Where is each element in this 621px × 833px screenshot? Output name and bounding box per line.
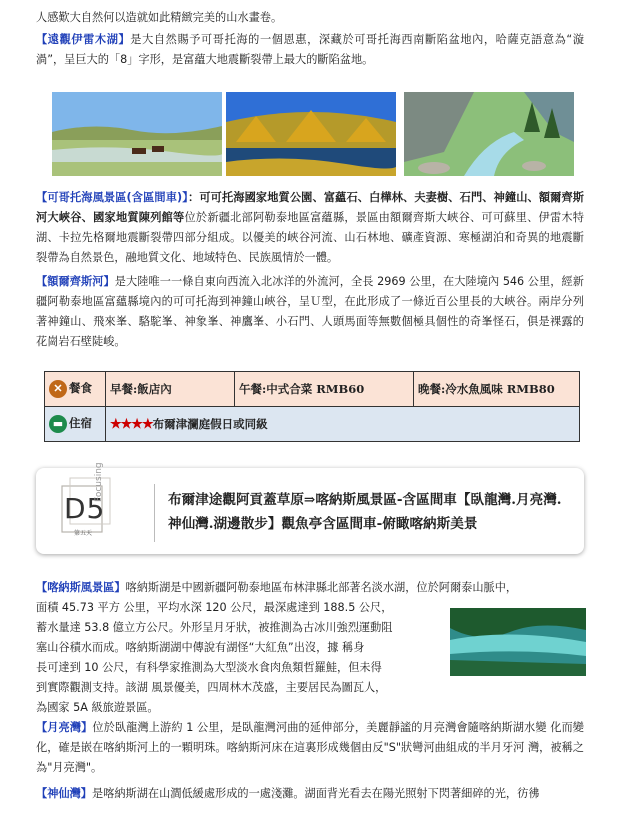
day-sub: 第五天 [74,530,93,537]
meal-label-cell: ✕ 餐食 [45,372,106,407]
photo-autumn-lake [226,92,396,176]
photo-kanas-lake [450,608,586,676]
paragraph-fairy-bay: 【神仙灣】是喀納斯湖在山澗低緩處形成的一處淺灘。湖面背光看去在陽光照射下閃著細碎的光，彷彿 [36,787,540,800]
fork-knife-icon: ✕ [49,380,67,398]
bed-icon: ▬ [49,415,67,433]
hotel-row [45,407,580,442]
paragraph-irtysh-river: 【額爾齊斯河】是大陸唯一一條自東向西流入北冰洋的外流河，全長 2969 公里，在大陸境內 546 公里，經新疆阿勒泰地區富蘊縣境內的可可托海到神鐘山峽谷，呈Ｕ型，在此形成了一條近百公里長的大峽谷。兩岸分列著神鐘山、飛來峯、駱駝峯、神象峯、神鷹峯、小石門、人頭馬面等無數個極具個性的奇峯怪石，俱是裸露的花崗岩石壁陡峻。 [36,275,584,348]
day-header-card [36,462,584,554]
paragraph-keketuohai: 【可哥托海風景區(含區間車)】：可可托海國家地質公園、富蘊石、白樺林、夫妻樹、石門、神鐘山、額爾齊斯河大峽谷、國家地質陳列館等位於新疆北部阿勒泰地區富蘊縣，景區由額爾齊斯大峽谷、可可蘇里、伊雷木特湖、卡拉先格爾地震斷裂帶四部分組成。以優美的峽谷河流、山石林地、礦產資源、寒極湖泊和奇異的地震斷裂帶為自然景色，融地質文化、地域特色、民族風情於一體。 [36,191,584,264]
breakfast-cell: 早餐:飯店內 [106,372,235,407]
rating-stars: ★★★★ [110,417,153,432]
paragraph-yilemu-lake: 【遠觀伊雷木湖】是大自然賜予可哥托海的一個恩惠，深藏於可哥托海西南斷陷盆地內，哈薩克語意為“漩 渦”，呈巨大的「8」字形，是富蘊大地震斷裂帶上最大的斷陷盆地。 [36,33,584,66]
hotel-label-cell: ▬ 住宿 [45,407,106,442]
meal-hotel-table [44,371,580,442]
focusing-text: Focusing [94,462,104,502]
intro-line: 人感歎大自然何以造就如此精緻完美的山水畫卷。 [36,11,283,24]
lunch-cell: 午餐:中式合菜 RMB60 [235,372,414,407]
section-tag: 【遠觀伊雷木湖】 [36,33,131,46]
dinner-cell: 晚餐:冷水魚風味 RMB80 [414,372,580,407]
photo-grassland-horses [52,92,222,176]
section-tag: 【月亮灣】 [36,721,93,734]
paragraph-moon-bay: 【月亮灣】位於臥龍灣上游約 1 公里，是臥龍灣河曲的延伸部分，美麗靜謐的月亮灣會隨喀納斯湖水變 化而變化，確是嵌在喀納斯河上的一顆明珠。喀納斯河床在這裏形成幾個由反"S"狀彎河曲組成的半月牙河 灣，被稱之為"月亮灣"。 [36,721,584,774]
section-tag: 【喀納斯風景區】 [36,581,126,594]
meal-row [45,372,580,407]
day-number: D5 [64,492,106,525]
section-tag: 【可哥托海風景區(含區間車)】 [36,191,189,204]
paragraph-kanas: 【喀納斯風景區】喀納斯湖是中國新疆阿勒泰地區布林津縣北部著名淡水湖，位於阿爾泰山脈中， 面積 45.73 平方 公里，平均水深 120 公尺，最深處達到 188.5 公尺， 蓄水量達 53.8 億立方公尺。外形呈月牙狀，被推測為古冰川強烈運動阻 塞山谷積水而成。喀納斯湖湖中傳說有湖怪“大紅魚”出沒，據 稱身 長可達到 10 公尺，有科學家推測為大型淡水食肉魚類哲羅鮭，但未得 到實際觀測支持。該湖 風景優美，四周林木茂盛，主要居民為圖瓦人， 為國家 5A 級旅遊景區。 [36,581,518,714]
section-tag: 【神仙灣】 [36,787,92,800]
day-logo [50,462,120,546]
photo-river-valley [404,92,574,176]
section-tag: 【額爾齊斯河】 [36,275,115,288]
divider [154,484,155,542]
hotel-cell: ★★★★布爾津瀾庭假日或同級 [106,407,580,442]
day-title: 布爾津途觀阿貢蓋草原⇒喀納斯風景區-含區間車【臥龍灣.月亮灣.神仙灣.湖邊散步】觀魚亭含區間車-俯瞰喀納斯美景 [168,492,562,532]
